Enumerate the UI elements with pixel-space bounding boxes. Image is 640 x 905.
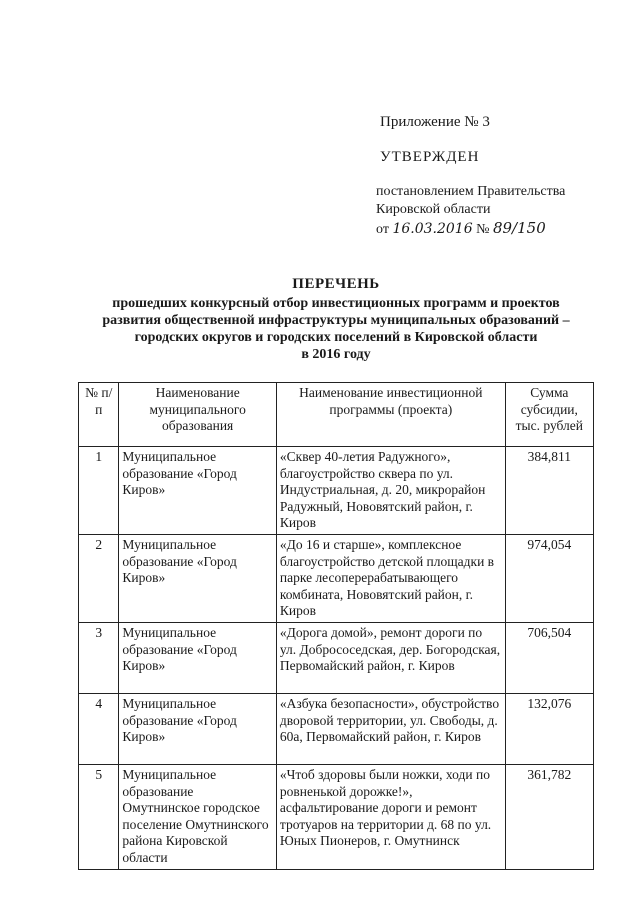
row-num: 5: [79, 764, 119, 869]
approval-line-2: Кировской области: [376, 202, 491, 217]
title-line-4: в 2016 году: [301, 347, 371, 362]
title-line-3: городских округов и городских поселений в Кировской области: [134, 330, 538, 345]
row-municipality: Муниципальное образование «Город Киров»: [119, 622, 276, 693]
date-prefix: от: [376, 222, 389, 237]
row-sum: 132,076: [505, 693, 593, 764]
header-project: Наименование инвестиционной программы (проекта): [276, 383, 505, 447]
approval-block: [376, 183, 565, 239]
row-num: 3: [79, 622, 119, 693]
title-line-1: прошедших конкурсный отбор инвестиционных программ и проектов: [112, 296, 560, 311]
row-project: «Азбука безопасности», обустройство дворовой территории, ул. Свободы, д. 60а, Первомайский район, г. Киров: [276, 693, 505, 764]
row-sum: 361,782: [505, 764, 593, 869]
table-row: [79, 764, 594, 869]
handwritten-date: 16.03.2016: [392, 221, 473, 237]
approved-label: УТВЕРЖДЕН: [380, 149, 480, 165]
appendix-label: Приложение № 3: [380, 114, 490, 130]
approval-date-line: [376, 219, 565, 239]
row-project: «Чтоб здоровы были ножки, ходи по ровненькой дорожке!», асфальтирование дороги и ремонт тротуаров на территории д. 68 по ул. Юных Пионеров, г. Омутнинск: [276, 764, 505, 869]
projects-table: [78, 382, 594, 870]
row-project: «До 16 и старше», комплексное благоустройство детской площадки в парке лесоперерабатывающего комбината, Нововятский район, г. Киров: [276, 535, 505, 623]
row-project: «Дорога домой», ремонт дороги по ул. Добрососедская, дер. Богородская, Первомайский район, г. Киров: [276, 622, 505, 693]
row-municipality: Муниципальное образование «Город Киров»: [119, 447, 276, 535]
header-municipality: Наименование муниципального образования: [119, 383, 276, 447]
number-sign: №: [476, 222, 490, 237]
table-header-row: [79, 383, 594, 447]
approval-line-1: постановлением Правительства: [376, 184, 566, 199]
table-row: [79, 622, 594, 693]
row-sum: 974,054: [505, 535, 593, 623]
handwritten-number: 89/150: [492, 219, 546, 237]
row-num: 2: [79, 535, 119, 623]
header-num: № п/п: [79, 383, 119, 447]
document-title: [72, 276, 600, 363]
row-municipality: Муниципальное образование «Город Киров»: [119, 693, 276, 764]
header-sum: Сумма субсидии, тыс. рублей: [505, 383, 593, 447]
table-row: [79, 693, 594, 764]
row-num: 4: [79, 693, 119, 764]
row-municipality: Муниципальное образование Омутнинское городское поселение Омутнинского района Кировской области: [119, 764, 276, 869]
row-municipality: Муниципальное образование «Город Киров»: [119, 535, 276, 623]
row-num: 1: [79, 447, 119, 535]
table-row: [79, 535, 594, 623]
row-sum: 384,811: [505, 447, 593, 535]
row-sum: 706,504: [505, 622, 593, 693]
table-row: [79, 447, 594, 535]
title-main: ПЕРЕЧЕНЬ: [292, 276, 380, 292]
title-line-2: развития общественной инфраструктуры муниципальных образований –: [102, 313, 570, 328]
row-project: «Сквер 40-летия Радужного», благоустройство сквера по ул. Индустриальная, д. 20, микрорайон Радужный, Нововятский район, г. Киров: [276, 447, 505, 535]
